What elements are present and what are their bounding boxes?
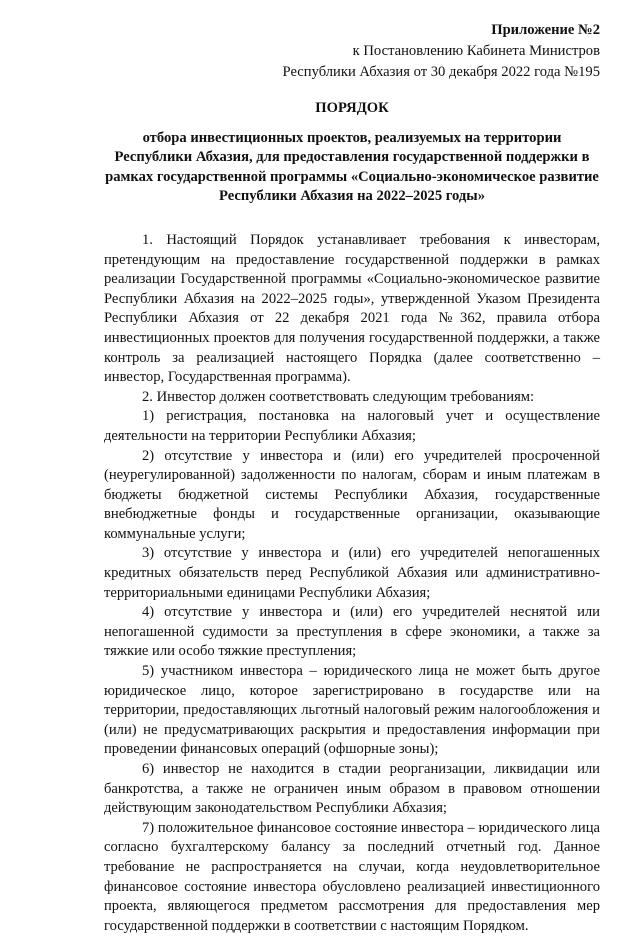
annex-block [104,20,600,83]
list-item-1: 1) регистрация, постановка на налоговый учет и осуществление деятельности на территории Республики Абхазия; [104,408,600,444]
document-title: ПОРЯДОК [315,100,389,116]
list-item-5: 5) участником инвестора – юридического лица не может быть другое юридическое лицо, которое зарегистрировано в государстве или на территории, предоставляющих льготный налоговый режим налогообложения и (или) не предусматривающих раскрытия и предоставления информации при проведении финансовых операций (офшорные зоны); [104,663,600,758]
list-item-6: 6) инвестор не находится в стадии реорганизации, ликвидации или банкротства, а также не ограничен иным образом в правовом отношении действующим законодательством Республики Абхазия; [104,761,600,817]
list-item-3: 3) отсутствие у инвестора и (или) его учредителей непогашенных кредитных обязательств перед Республикой Абхазия или административно-территориальными единицами Республики Абхазия; [104,545,600,601]
annex-line-2: Республики Абхазия от 30 декабря 2022 года №195 [282,64,600,80]
annex-line-1: к Постановлению Кабинета Министров [352,43,600,59]
document-subtitle: отбора инвестиционных проектов, реализуемых на территории Республики Абхазия, для предоставления государственной поддержки в рамках государственной программы «Социально-экономическое развитие Республики Абхазия на 2022–2025 годы» [105,129,599,205]
paragraph-2: 2. Инвестор должен соответствовать следующим требованиям: [142,388,535,405]
list-item-4: 4) отсутствие у инвестора и (или) его учредителей неснятой или непогашенной судимости за преступления в сфере экономики, а также за тяжкие или особо тяжкие преступления; [104,604,600,660]
paragraph-1: 1. Настоящий Порядок устанавливает требования к инвесторам, претендующим на предоставление государственной поддержки в рамках реализации Государственной программы «Социально-экономическое развитие Республики Абхазия на 2022–2025 годы», утвержденной Указом Президента Республики Абхазия от 22 декабря 2021 года №362, правила отбора инвестиционных проектов для получения государственной поддержки, а также контроль за реализацией настоящего Порядка (далее соответственно – инвестор, Государственная программа). [104,231,600,386]
annex-title: Приложение №2 [491,22,600,38]
list-item-2: 2) отсутствие у инвестора и (или) его учредителей просроченной (неурегулированной) задолженности по налогам, сборам и иным платежам в бюджеты бюджетной системы Республики Абхазия, государственные внебюджетные фонды и государственные организации, оказывающие коммунальные услуги; [104,447,600,542]
document-body [104,231,600,936]
list-item-7: 7) положительное финансовое состояние инвестора – юридического лица согласно бухгалтерскому балансу за последний отчетный год. Данное требование не распространяется на случаи, когда неудовлетворительное финансовое состояние инвестора обусловлено реализацией инвестиционного проекта, являющегося предметом рассмотрения для предоставления мер государственной поддержки в соответствии с настоящим Порядком. [104,819,600,934]
